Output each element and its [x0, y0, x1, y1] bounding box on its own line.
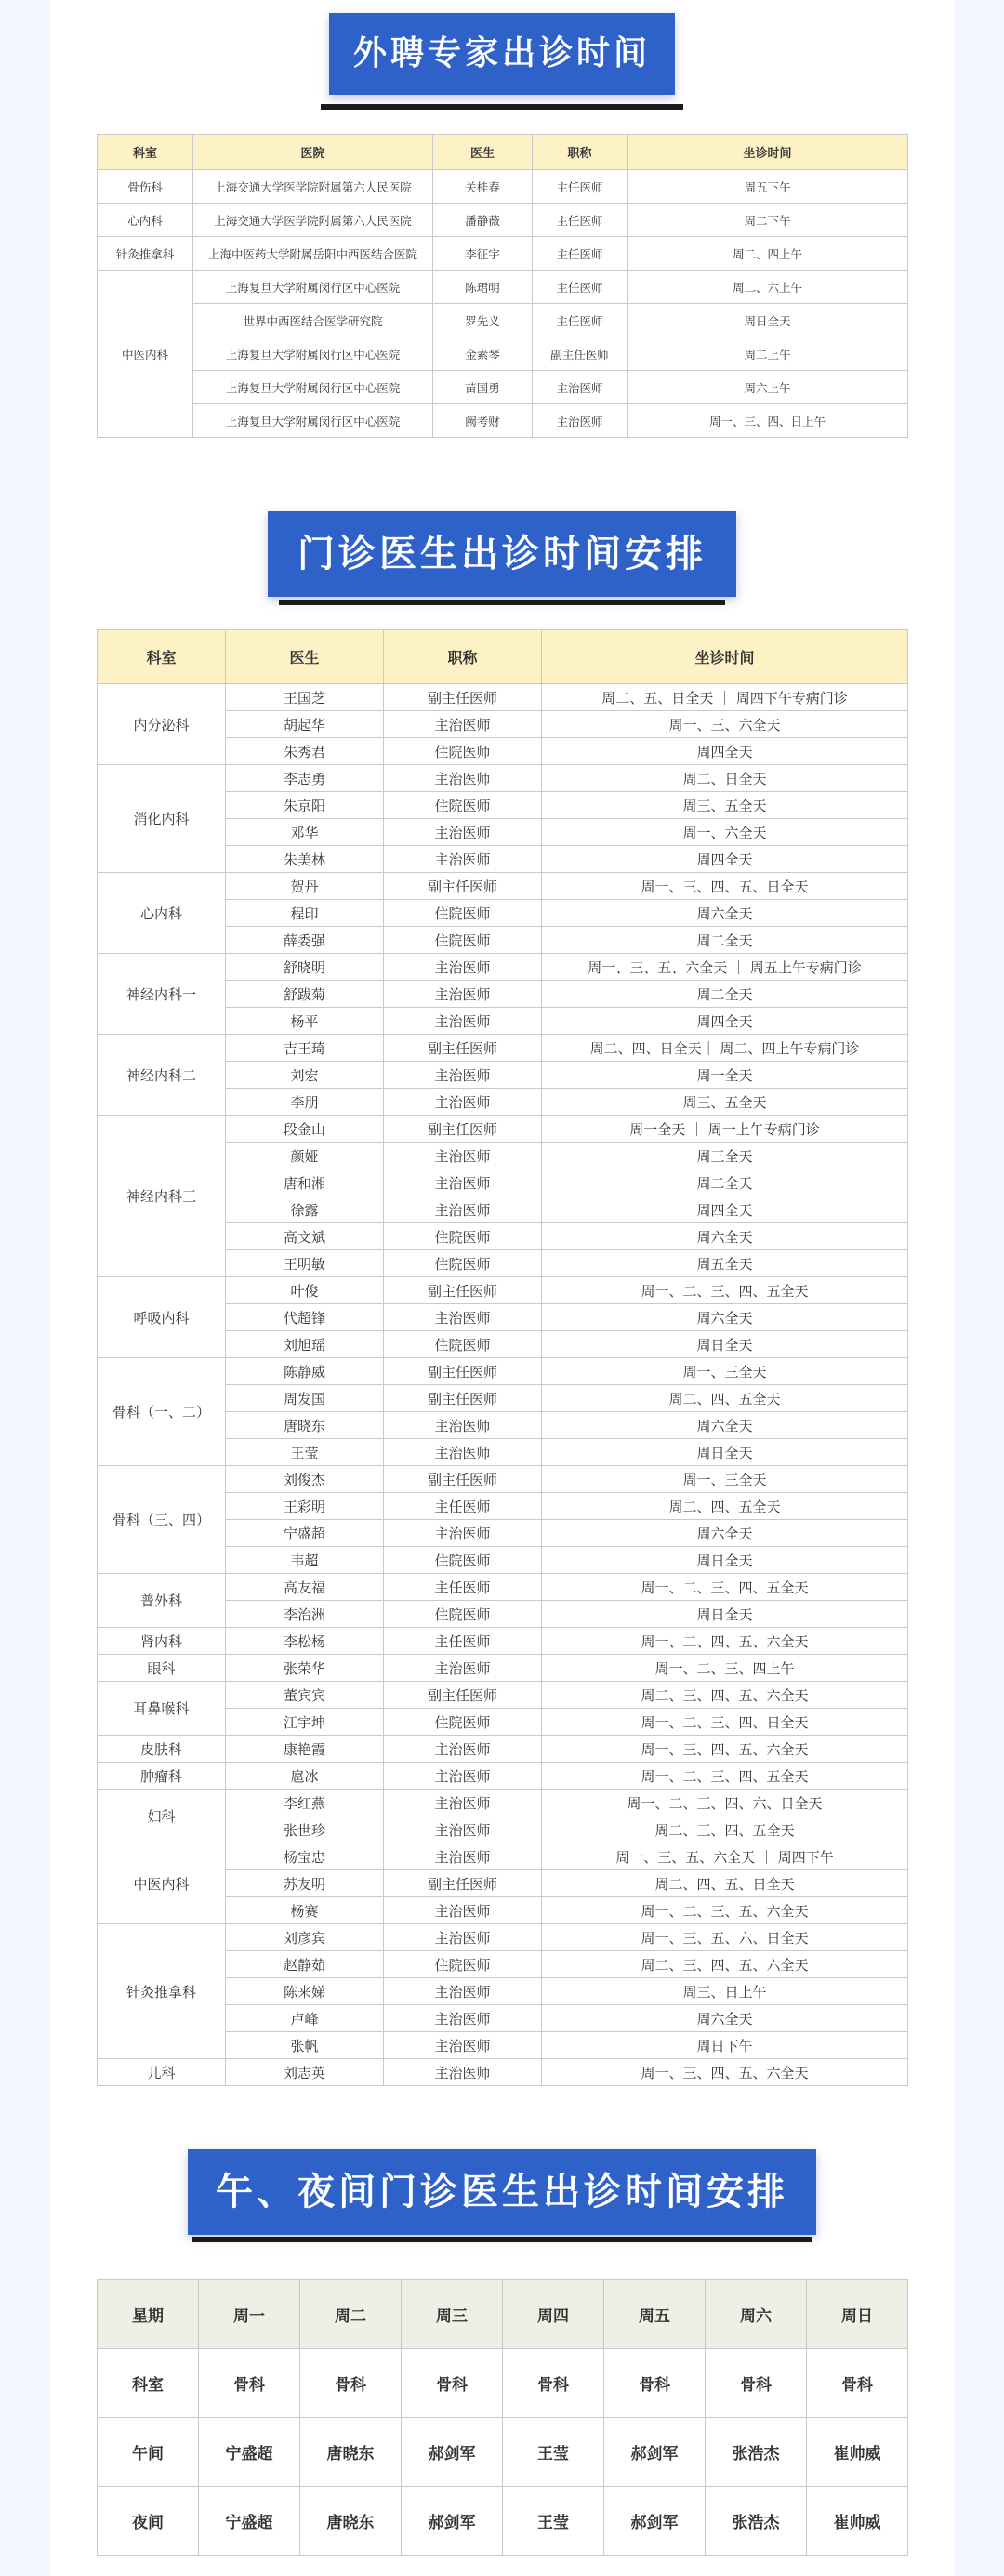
title-cell: 主治医师: [384, 1897, 542, 1924]
doctor-cell: 杨平: [226, 1008, 384, 1035]
table-row: [98, 237, 908, 271]
doctor-cell: 朱秀君: [226, 738, 384, 765]
dept-cell: 普外科: [98, 1574, 226, 1628]
dept-cell: 内分泌科: [98, 684, 226, 765]
title-cell: 主治医师: [384, 1520, 542, 1547]
time-cell: 周一、六全天: [542, 819, 908, 846]
table-row: [98, 954, 908, 981]
section1-title-wrap: [0, 13, 1004, 95]
doctor-cell: 王国芝: [226, 684, 384, 711]
schedule-cell: 宁盛超: [199, 2418, 300, 2487]
schedule-cell: 唐晓东: [300, 2418, 402, 2487]
doctor-cell: 扈冰: [226, 1763, 384, 1790]
time-cell: 周二、四上午: [628, 237, 908, 271]
title-cell: 主治医师: [384, 1924, 542, 1951]
table-row: [98, 1843, 908, 1870]
time-cell: 周一全天: [542, 1062, 908, 1089]
doctor-cell: 赵静茹: [226, 1951, 384, 1978]
hospital-cell: 上海复旦大学附属闵行区中心医院: [193, 337, 433, 371]
title-cell: 主治医师: [533, 371, 628, 404]
row-label-cell: 夜间: [98, 2487, 199, 2556]
table-row: [98, 2418, 908, 2487]
header-doctor: 医生: [433, 135, 533, 170]
dept-cell: 针灸推拿科: [98, 237, 193, 271]
doctor-cell: 代超锋: [226, 1304, 384, 1331]
doctor-cell: 段金山: [226, 1116, 384, 1143]
table-row: [98, 271, 908, 304]
title-cell: 副主任医师: [384, 873, 542, 900]
hospital-cell: 上海复旦大学附属闵行区中心医院: [193, 404, 433, 438]
time-cell: 周四全天: [542, 1008, 908, 1035]
external-experts-table: [97, 134, 908, 438]
time-cell: 周二、四、日全天｜ 周二、四上午专病门诊: [542, 1035, 908, 1062]
doctor-cell: 李松杨: [226, 1628, 384, 1655]
doctor-cell: 颜娅: [226, 1143, 384, 1169]
time-cell: 周六全天: [542, 1412, 908, 1439]
dept-cell: 皮肤科: [98, 1736, 226, 1763]
dept-cell: 儿科: [98, 2059, 226, 2086]
title-cell: 主治医师: [384, 1304, 542, 1331]
schedule-cell: 崔帅威: [807, 2487, 908, 2556]
hospital-cell: 上海交通大学医学院附属第六人民医院: [193, 204, 433, 237]
table-row: [98, 337, 908, 371]
doctor-cell: 李征宇: [433, 237, 533, 271]
time-cell: 周二、四、五全天: [542, 1493, 908, 1520]
table-row: [98, 1358, 908, 1385]
time-cell: 周一、二、三、四、五全天: [542, 1574, 908, 1601]
header-wed: 周三: [402, 2280, 503, 2349]
time-cell: 周一、三、五、六、日全天: [542, 1924, 908, 1951]
doctor-cell: 李治洲: [226, 1601, 384, 1628]
title-cell: 住院医师: [384, 1601, 542, 1628]
title-cell: 主治医师: [384, 2005, 542, 2032]
title-cell: 主治医师: [384, 1763, 542, 1790]
title-cell: 主治医师: [384, 2032, 542, 2059]
time-cell: 周一、三、六全天: [542, 711, 908, 738]
header-fri: 周五: [604, 2280, 706, 2349]
doctor-cell: 刘志英: [226, 2059, 384, 2086]
title-cell: 副主任医师: [384, 1035, 542, 1062]
doctor-cell: 宁盛超: [226, 1520, 384, 1547]
title-cell: 主治医师: [384, 1843, 542, 1870]
doctor-cell: 王莹: [226, 1439, 384, 1466]
doctor-cell: 杨赛: [226, 1897, 384, 1924]
header-dept: 科室: [98, 135, 193, 170]
schedule-cell: 骨科: [706, 2349, 807, 2418]
time-cell: 周三全天: [542, 1143, 908, 1169]
time-cell: 周日全天: [542, 1547, 908, 1574]
time-cell: 周一、三、四、五、日全天: [542, 873, 908, 900]
header-mon: 周一: [199, 2280, 300, 2349]
section2-title-underline: [279, 600, 725, 605]
time-cell: 周二、三、四、五、六全天: [542, 1951, 908, 1978]
title-cell: 住院医师: [384, 1709, 542, 1736]
time-cell: 周二、六上午: [628, 271, 908, 304]
table-row: [98, 304, 908, 337]
table-row: [98, 1736, 908, 1763]
section3-title: 午、夜间门诊医生出诊时间安排: [188, 2149, 816, 2235]
doctor-cell: 舒跋菊: [226, 981, 384, 1008]
title-cell: 主任医师: [533, 304, 628, 337]
time-cell: 周四全天: [542, 1196, 908, 1223]
title-cell: 主治医师: [384, 711, 542, 738]
time-cell: 周二、日全天: [542, 765, 908, 792]
time-cell: 周二全天: [542, 1169, 908, 1196]
table-row: [98, 1924, 908, 1951]
section2-title-wrap: [0, 511, 1004, 597]
table-header-row: [98, 630, 908, 684]
schedule-cell: 骨科: [300, 2349, 402, 2418]
header-sat: 周六: [706, 2280, 807, 2349]
table-row: [98, 1116, 908, 1143]
time-cell: 周五下午: [628, 170, 908, 204]
time-cell: 周一、二、三、四、五全天: [542, 1763, 908, 1790]
schedule-cell: 王莹: [503, 2487, 604, 2556]
doctor-cell: 王彩明: [226, 1493, 384, 1520]
schedule-cell: 宁盛超: [199, 2487, 300, 2556]
title-cell: 主治医师: [384, 1655, 542, 1682]
section3-title-wrap: [0, 2149, 1004, 2235]
noon-night-clinic-table: [97, 2279, 908, 2556]
dept-cell: 心内科: [98, 873, 226, 954]
time-cell: 周四全天: [542, 738, 908, 765]
header-dept: 科室: [98, 630, 226, 684]
time-cell: 周一、三、五、六全天 ｜ 周四下午: [542, 1843, 908, 1870]
time-cell: 周一、二、三、四、五全天: [542, 1277, 908, 1304]
doctor-cell: 罗先义: [433, 304, 533, 337]
title-cell: 主治医师: [384, 1169, 542, 1196]
doctor-cell: 卢峰: [226, 2005, 384, 2032]
title-cell: 主任医师: [384, 1493, 542, 1520]
schedule-cell: 郝剑军: [402, 2487, 503, 2556]
title-cell: 主任医师: [533, 271, 628, 304]
title-cell: 副主任医师: [384, 1277, 542, 1304]
dept-cell: 中医内科: [98, 271, 193, 438]
doctor-cell: 叶俊: [226, 1277, 384, 1304]
section2-title: 门诊医生出诊时间安排: [268, 511, 736, 597]
schedule-cell: 骨科: [402, 2349, 503, 2418]
title-cell: 主治医师: [384, 819, 542, 846]
title-cell: 主治医师: [384, 1062, 542, 1089]
title-cell: 主治医师: [384, 765, 542, 792]
title-cell: 主治医师: [384, 1008, 542, 1035]
time-cell: 周一、二、三、四上午: [542, 1655, 908, 1682]
time-cell: 周二下午: [628, 204, 908, 237]
dept-cell: 耳鼻喉科: [98, 1682, 226, 1736]
row-label-cell: 科室: [98, 2349, 199, 2418]
title-cell: 主治医师: [384, 1439, 542, 1466]
title-cell: 副主任医师: [384, 684, 542, 711]
table-row: [98, 1277, 908, 1304]
table-row: [98, 2487, 908, 2556]
title-cell: 住院医师: [384, 1951, 542, 1978]
table-row: [98, 404, 908, 438]
doctor-cell: 李志勇: [226, 765, 384, 792]
doctor-cell: 贺丹: [226, 873, 384, 900]
time-cell: 周日全天: [542, 1331, 908, 1358]
time-cell: 周一、二、三、四、六、日全天: [542, 1790, 908, 1816]
table-row: [98, 1466, 908, 1493]
dept-cell: 肿瘤科: [98, 1763, 226, 1790]
table-row: [98, 204, 908, 237]
doctor-cell: 刘俊杰: [226, 1466, 384, 1493]
time-cell: 周三、五全天: [542, 792, 908, 819]
dept-cell: 骨伤科: [98, 170, 193, 204]
title-cell: 主治医师: [384, 1412, 542, 1439]
title-cell: 主治医师: [384, 846, 542, 873]
time-cell: 周一、三全天: [542, 1358, 908, 1385]
time-cell: 周日全天: [628, 304, 908, 337]
schedule-cell: 张浩杰: [706, 2487, 807, 2556]
table-row: [98, 684, 908, 711]
time-cell: 周日全天: [542, 1439, 908, 1466]
table-row: [98, 765, 908, 792]
time-cell: 周四全天: [542, 846, 908, 873]
doctor-cell: 韦超: [226, 1547, 384, 1574]
time-cell: 周日下午: [542, 2032, 908, 2059]
title-cell: 副主任医师: [384, 1870, 542, 1897]
table-row: [98, 1035, 908, 1062]
title-cell: 主任医师: [533, 204, 628, 237]
title-cell: 主治医师: [384, 954, 542, 981]
table-row: [98, 2059, 908, 2086]
time-cell: 周一、三、四、日上午: [628, 404, 908, 438]
doctor-cell: 苗国勇: [433, 371, 533, 404]
time-cell: 周六全天: [542, 1304, 908, 1331]
doctor-cell: 李朋: [226, 1089, 384, 1116]
time-cell: 周三、日上午: [542, 1978, 908, 2005]
table-row: [98, 1628, 908, 1655]
title-cell: 住院医师: [384, 900, 542, 927]
clinic-doctors-table: [97, 629, 908, 2086]
title-cell: 住院医师: [384, 1547, 542, 1574]
doctor-cell: 朱美林: [226, 846, 384, 873]
schedule-cell: 骨科: [807, 2349, 908, 2418]
hospital-cell: 上海复旦大学附属闵行区中心医院: [193, 271, 433, 304]
time-cell: 周六全天: [542, 900, 908, 927]
table-row: [98, 873, 908, 900]
doctor-cell: 高文斌: [226, 1223, 384, 1250]
schedule-cell: 张浩杰: [706, 2418, 807, 2487]
dept-cell: 呼吸内科: [98, 1277, 226, 1358]
time-cell: 周一、二、四、五、六全天: [542, 1628, 908, 1655]
time-cell: 周一、二、三、四、日全天: [542, 1709, 908, 1736]
time-cell: 周一、二、三、五、六全天: [542, 1897, 908, 1924]
time-cell: 周一、三、五、六全天 ｜ 周五上午专病门诊: [542, 954, 908, 981]
doctor-cell: 刘宏: [226, 1062, 384, 1089]
schedule-cell: 郝剑军: [604, 2487, 706, 2556]
doctor-cell: 徐露: [226, 1196, 384, 1223]
schedule-cell: 骨科: [604, 2349, 706, 2418]
time-cell: 周三、五全天: [542, 1089, 908, 1116]
doctor-cell: 陈静威: [226, 1358, 384, 1385]
doctor-cell: 高友福: [226, 1574, 384, 1601]
doctor-cell: 程印: [226, 900, 384, 927]
time-cell: 周二全天: [542, 981, 908, 1008]
schedule-cell: 王莹: [503, 2418, 604, 2487]
doctor-cell: 胡起华: [226, 711, 384, 738]
title-cell: 住院医师: [384, 738, 542, 765]
table-row: [98, 170, 908, 204]
doctor-cell: 朱京阳: [226, 792, 384, 819]
time-cell: 周二全天: [542, 927, 908, 954]
title-cell: 主治医师: [384, 1143, 542, 1169]
time-cell: 周六全天: [542, 1520, 908, 1547]
doctor-cell: 陈来娣: [226, 1978, 384, 2005]
title-cell: 主治医师: [384, 1790, 542, 1816]
section1-title: 外聘专家出诊时间: [329, 13, 675, 95]
time-cell: 周二上午: [628, 337, 908, 371]
header-time: 坐诊时间: [542, 630, 908, 684]
title-cell: 主治医师: [384, 1196, 542, 1223]
time-cell: 周日全天: [542, 1601, 908, 1628]
dept-cell: 神经内科一: [98, 954, 226, 1035]
dept-cell: 消化内科: [98, 765, 226, 873]
section3-title-underline: [192, 2237, 812, 2242]
header-hospital: 医院: [193, 135, 433, 170]
doctor-cell: 刘旭瑶: [226, 1331, 384, 1358]
title-cell: 副主任医师: [384, 1358, 542, 1385]
row-label-cell: 午间: [98, 2418, 199, 2487]
doctor-cell: 张帆: [226, 2032, 384, 2059]
doctor-cell: 吉王琦: [226, 1035, 384, 1062]
doctor-cell: 刘彦宾: [226, 1924, 384, 1951]
dept-cell: 骨科（三、四）: [98, 1466, 226, 1574]
doctor-cell: 唐晓东: [226, 1412, 384, 1439]
time-cell: 周一、三、四、五、六全天: [542, 2059, 908, 2086]
schedule-cell: 唐晓东: [300, 2487, 402, 2556]
section1-title-underline: [321, 104, 683, 110]
doctor-cell: 江宇坤: [226, 1709, 384, 1736]
time-cell: 周一、三全天: [542, 1466, 908, 1493]
schedule-cell: 骨科: [199, 2349, 300, 2418]
title-cell: 住院医师: [384, 1223, 542, 1250]
table-header-row: [98, 2280, 908, 2349]
time-cell: 周一、三、四、五、六全天: [542, 1736, 908, 1763]
table-header-row: [98, 135, 908, 170]
hospital-cell: 上海交通大学医学院附属第六人民医院: [193, 170, 433, 204]
doctor-cell: 周发国: [226, 1385, 384, 1412]
time-cell: 周六全天: [542, 2005, 908, 2032]
time-cell: 周二、三、四、五、六全天: [542, 1682, 908, 1709]
table-row: [98, 1574, 908, 1601]
schedule-cell: 崔帅威: [807, 2418, 908, 2487]
header-doctor: 医生: [226, 630, 384, 684]
title-cell: 副主任医师: [384, 1466, 542, 1493]
title-cell: 主治医师: [533, 404, 628, 438]
title-cell: 主治医师: [384, 1089, 542, 1116]
dept-cell: 中医内科: [98, 1843, 226, 1924]
time-cell: 周二、五、日全天 ｜ 周四下午专病门诊: [542, 684, 908, 711]
title-cell: 住院医师: [384, 792, 542, 819]
table-row: [98, 1790, 908, 1816]
dept-cell: 眼科: [98, 1655, 226, 1682]
hospital-cell: 世界中西医结合医学研究院: [193, 304, 433, 337]
schedule-cell: 郝剑军: [604, 2418, 706, 2487]
title-cell: 主治医师: [384, 1978, 542, 2005]
doctor-cell: 阙考财: [433, 404, 533, 438]
doctor-cell: 董宾宾: [226, 1682, 384, 1709]
dept-cell: 神经内科三: [98, 1116, 226, 1277]
doctor-cell: 苏友明: [226, 1870, 384, 1897]
schedule-cell: 骨科: [503, 2349, 604, 2418]
doctor-cell: 李红燕: [226, 1790, 384, 1816]
time-cell: 周六上午: [628, 371, 908, 404]
doctor-cell: 王明敏: [226, 1250, 384, 1277]
doctor-cell: 康艳霞: [226, 1736, 384, 1763]
hospital-cell: 上海中医药大学附属岳阳中西医结合医院: [193, 237, 433, 271]
time-cell: 周一全天 ｜ 周一上午专病门诊: [542, 1116, 908, 1143]
doctor-cell: 舒晓明: [226, 954, 384, 981]
header-tue: 周二: [300, 2280, 402, 2349]
doctor-cell: 关桂春: [433, 170, 533, 204]
header-title: 职称: [384, 630, 542, 684]
title-cell: 主治医师: [384, 2059, 542, 2086]
doctor-cell: 张荣华: [226, 1655, 384, 1682]
dept-cell: 肾内科: [98, 1628, 226, 1655]
time-cell: 周二、四、五全天: [542, 1385, 908, 1412]
header-time: 坐诊时间: [628, 135, 908, 170]
title-cell: 主治医师: [384, 981, 542, 1008]
table-row: [98, 1682, 908, 1709]
title-cell: 主治医师: [384, 1736, 542, 1763]
header-weekday: 星期: [98, 2280, 199, 2349]
dept-cell: 妇科: [98, 1790, 226, 1843]
dept-cell: 骨科（一、二）: [98, 1358, 226, 1466]
time-cell: 周二、三、四、五全天: [542, 1816, 908, 1843]
title-cell: 副主任医师: [384, 1682, 542, 1709]
dept-cell: 针灸推拿科: [98, 1924, 226, 2059]
title-cell: 主任医师: [384, 1574, 542, 1601]
title-cell: 住院医师: [384, 1250, 542, 1277]
title-cell: 住院医师: [384, 927, 542, 954]
table-row: [98, 1763, 908, 1790]
table-row: [98, 371, 908, 404]
title-cell: 主治医师: [384, 1816, 542, 1843]
title-cell: 副主任医师: [533, 337, 628, 371]
dept-cell: 心内科: [98, 204, 193, 237]
header-thu: 周四: [503, 2280, 604, 2349]
hospital-cell: 上海复旦大学附属闵行区中心医院: [193, 371, 433, 404]
doctor-cell: 薛委强: [226, 927, 384, 954]
title-cell: 副主任医师: [384, 1385, 542, 1412]
schedule-cell: 郝剑军: [402, 2418, 503, 2487]
doctor-cell: 张世珍: [226, 1816, 384, 1843]
time-cell: 周六全天: [542, 1223, 908, 1250]
table-row: [98, 2349, 908, 2418]
table-row: [98, 1655, 908, 1682]
doctor-cell: 杨宝忠: [226, 1843, 384, 1870]
header-sun: 周日: [807, 2280, 908, 2349]
time-cell: 周五全天: [542, 1250, 908, 1277]
title-cell: 副主任医师: [384, 1116, 542, 1143]
doctor-cell: 唐和湘: [226, 1169, 384, 1196]
title-cell: 主任医师: [533, 170, 628, 204]
time-cell: 周二、四、五、日全天: [542, 1870, 908, 1897]
doctor-cell: 潘静薇: [433, 204, 533, 237]
title-cell: 主任医师: [533, 237, 628, 271]
header-title: 职称: [533, 135, 628, 170]
dept-cell: 神经内科二: [98, 1035, 226, 1116]
title-cell: 住院医师: [384, 1331, 542, 1358]
doctor-cell: 邓华: [226, 819, 384, 846]
title-cell: 主任医师: [384, 1628, 542, 1655]
doctor-cell: 陈珺明: [433, 271, 533, 304]
doctor-cell: 金素琴: [433, 337, 533, 371]
